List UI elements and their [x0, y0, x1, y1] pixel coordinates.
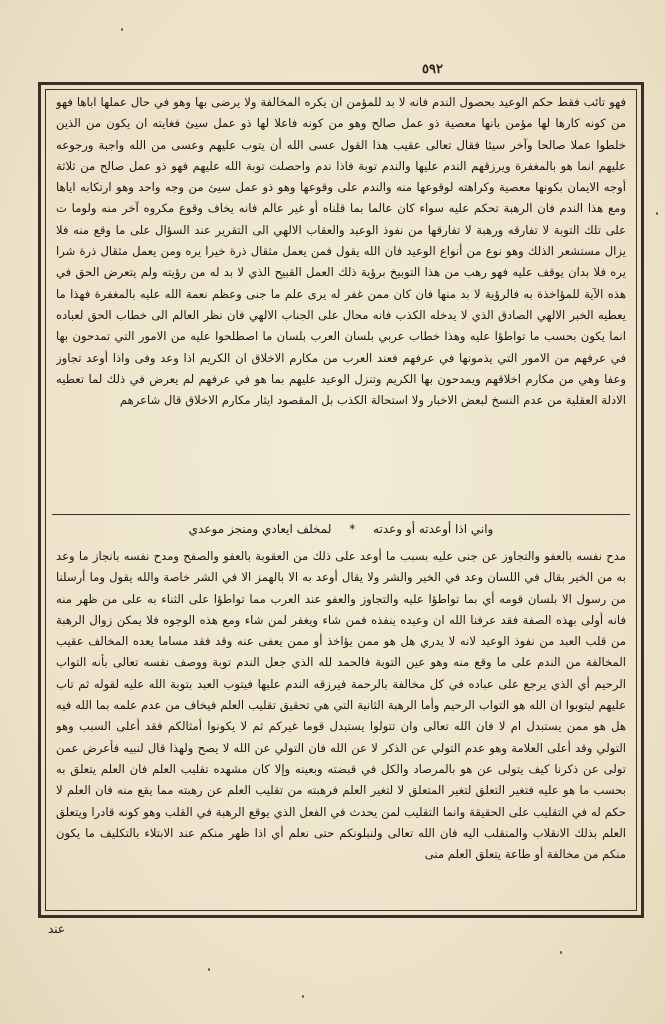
- poetry-verse: [56, 522, 626, 544]
- paper-speck: [560, 951, 562, 954]
- paper-speck: [302, 995, 304, 998]
- paper-speck: [208, 968, 210, 971]
- text-frame-outer: [38, 82, 644, 918]
- paragraph-lower: مدح نفسه بالعفو والتجاوز عن جنى عليه بسبب ما أوعد على ذلك من العقوبة بالعفو والصفح ومدح نفسه بانجاز ما وعد به من الخير بقال في اللسان وعد في الخير والشر ولا يقال أوعد به الا بالهمز الا في الشر خاصة والله يقول وما أرسلنا من رسول الا بلسان قومه أي بما تواطؤا عليه والتجاوز والعفو عند العرب مما تواطؤا على الثناء به على من ظهر منه فانه أولى بهذه الصفة فقد عرفنا الله ان وعيده ينفذه فمن شاء ويغفر لمن شاء ومع هذه الوجوه فلا يمكن زوال الرهبة من قلب العبد من نفوذ الوعيد لانه لا يدري هل هو ممن يؤاخذ أو ممن يعفى عنه وقد فقد مساما يعده المخالف عقيب المخالفة من الندم على ما وقع منه وهو عين التوبة فالحمد لله الذي جعل الندم توبة ووصف نفسه تعالى بأنه التواب الرحيم أي الذي يرجع على عباده في كل مخالفة بالرحمة فيرزقه الندم عليها فيتوب العبد بتوبة الله عليه لقوله ثم تاب عليهم ليتوبوا ان الله هو التواب الرحيم وأما الرهبة الثانية التي هي تحقيق تقليب العلم فيخاف من عدم علمه بما الله فيه هل هو ممن يستبدل ام لا فان الله تعالى وان تتولوا يستبدل قوما غيركم ثم لا يكونوا أمثالكم فقد أعلى السبب وهو التولي وقد أعلى العلامة وهو عدم التولي عن الذكر لا عن الله فان التولي عن الله لا يصح ولهذا قال لنبيه فأعرض عمن تولى عن ذكرنا كيف يتولى عن هو بالمرصاد والكل في قبضته وبعينه وإلا كان مشهده تقليب العلم فان العلم يتعلق به بحسب ما هو عليه فتغير التعلق لتغير المتعلق لا لتغير العلم فرهبته من تقليب العلم عن رهبته مما يقع منه فان العلم لا حكم له في التقليب على الحقيقة وانما التقليب لمن يحدث في الفعل الذي يوقع الرهبة في القلب وهو كونه قادرا ويتعلق العلم بذلك الانقلاب والمنقلب اليه فان الله تعالى ولنبلونكم حتى نعلم أي اذا ظهر منكم عند الابتلاء بالتكليف ما يكون منكم من مخالفة أو طاعة يتعلق العلم منى: [56, 549, 626, 862]
- main-text-lower: [56, 546, 626, 912]
- verse-separator: *: [349, 522, 356, 536]
- page-number: ٥٩٢: [422, 62, 443, 77]
- verse-hemistich-right: واني اذا أوعدته أو وعدته: [373, 522, 494, 536]
- main-text-upper: [56, 92, 626, 496]
- verse-hemistich-left: لمخلف ايعادي ومنجز موعدي: [188, 522, 332, 536]
- paper-speck: [656, 212, 658, 215]
- catchword: عند: [48, 922, 66, 936]
- paragraph-upper: فهو تائب فقط حكم الوعيد بحصول الندم فانه لا بد للمؤمن ان يكره المخالفة ولا يرضى بها وهو في حال عملها اباها فهو من كونه كارها لها مؤمن بانها معصية ذو عمل صالح وهو من كونه فاعلا لها ذو عمل سيئ فغايته ان يكون من الذين خلطوا عملا صالحا وآخر سيئا فقال تعالى عقيب هذا القول عسى الله أن يتوب عليهم وعسى من الله واجبة ورجوعه عليهم انما هو بالمغفرة ويرزقهم الندم عليها والندم توبة فاذا ندم واحصلت توبة الله عليهم فهو ذو عمل صالح من ثلاثة أوجه الايمان بكونها معصية وكراهته لوقوعها منه والندم على وقوعها وهو ذو عمل سيئ من وجه واحد وهو ارتكابه اياها ومع هذا الندم فان الرهبة تحكم عليه سواء كان عالما بما قلناه أو غير عالم فانه يخاف وقوع مكروه آخر منه ولوما ت على تلك التوبة لا تفارقه ورهبة لا تفارقها من نفوذ الوعيد والعقاب الالهي الى التقرير عند السؤال على ما وقع منه فلا يزال مستشعر الذلك وهو نوع من أنواع الوعيد فان الله يقول فمن يعمل مثقال ذرة خيرا يره ومن يعمل مثقال ذرة شرا يره فلا بدان يوقف عليه فهو رهب من هذا التوبيخ برؤية ذلك العمل القبيح الذي لا بد له من رؤيته ولم يتعرض الحق في هذه الآية للمؤاخذة به فالرؤية لا بد منها فان كان ممن غفر له يرى علم ما جنى وعظم نعمة الله عليه بالمغفرة فهذا ما يعطيه الخبر الالهي الصادق الذي لا يدخله الكذب فانه محال على الجناب الالهي فان نظر العالم الى خطاب الحق لعباده انما يكون بحسب ما تواطؤا عليه وهذا خطاب عربي بلسان العرب بلسان ما اصطلحوا عليه من الامور التي تمدحون بها في عرفهم من الامور التي يذمونها في عرفهم فعند العرب من مكارم الاخلاق ان الكريم اذا وعد وفى واذا أوعد تجاوز وعفا وهي من مكارم اخلاقهم ويمدحون بها الكريم وتنزل الوعيد عليهم بما هو في عرفهم لم يعرض في ذلك لما تعطيه الادلة العقلية من عدم النسخ لبعض الاخبار ولا استحالة الكذب بل المقصود ايثار مكارم الاخلاق قال شاعرهم: [56, 95, 626, 408]
- paper-speck: [121, 28, 123, 31]
- text-frame-inner: [45, 89, 637, 911]
- section-divider: [52, 514, 630, 515]
